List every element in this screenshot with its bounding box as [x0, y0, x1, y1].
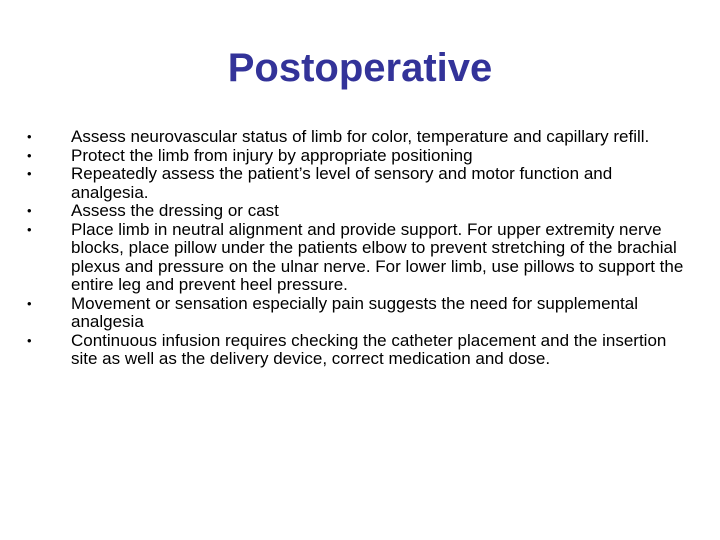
bullet-text: Continuous infusion requires checking the catheter placement and the insertion site as well as the delivery device, correct medication and dose. — [71, 330, 667, 368]
bullet-item — [27, 147, 687, 166]
bullet-marker: • — [27, 221, 32, 237]
bullet-marker: • — [27, 129, 32, 144]
bullet-item — [27, 128, 687, 147]
bullet-text: Movement or sensation especially pain suggests the need for supplemental analgesia — [71, 293, 639, 331]
bullet-list — [27, 128, 687, 369]
bullet-marker: • — [27, 166, 32, 181]
bullet-text: Assess the dressing or cast — [71, 201, 279, 220]
slide-title: Postoperative — [227, 46, 493, 90]
bullet-marker: • — [27, 147, 32, 163]
bullet-marker: • — [27, 203, 32, 218]
bullet-text: Protect the limb from injury by appropriate positioning — [71, 145, 473, 165]
bullet-item — [27, 332, 687, 369]
bullet-item — [27, 221, 687, 295]
bullet-item — [27, 295, 687, 332]
bullet-item — [27, 202, 687, 221]
bullet-text: Place limb in neutral alignment and provide support. For upper extremity nerve blocks, place pillow under the patients elbow to prevent stretching of the brachial plexus and pressure on the ulnar nerve. For lower limb, use pillows to support the entire leg and prevent heel pressure. — [71, 219, 684, 294]
bullet-text: Assess neurovascular status of limb for color, temperature and capillary refill. — [71, 127, 650, 146]
bullet-text: Repeatedly assess the patient’s level of sensory and motor function and analgesia. — [71, 164, 613, 202]
bullet-marker: • — [27, 295, 32, 311]
bullet-marker: • — [27, 332, 32, 348]
bullet-item — [27, 165, 687, 202]
